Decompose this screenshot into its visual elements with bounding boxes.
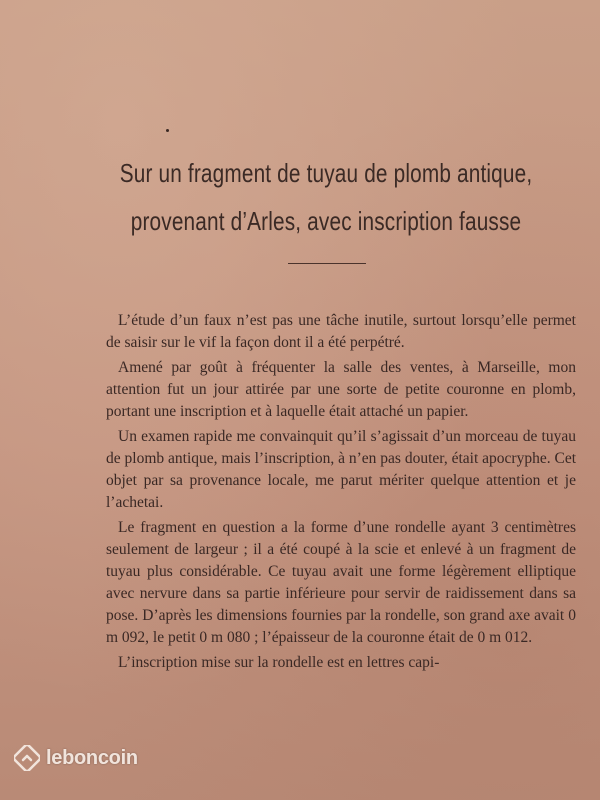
article-body bbox=[106, 310, 576, 677]
paragraph-4: Le fragment en question a la forme d’une rondelle ayant 3 centimètres seulement de largeur ; il a été coupé à la scie et enlevé à un fragment de tuyau plus considérable. Ce tuyau avait une forme légèrement elliptique avec nervure dans sa partie inférieure pour servir de raidissement dans sa pose. D’après les dimensions fournies par la rondelle, son grand axe avait 0 m 092, le petit 0 m 080 ; l’épaisseur de la couronne était de 0 m 012. bbox=[106, 519, 576, 646]
leboncoin-logo-icon bbox=[14, 745, 40, 771]
title-line-1: Sur un fragment de tuyau de plomb antique, bbox=[119, 158, 533, 188]
paragraph-5: L’inscription mise sur la rondelle est en lettres capi- bbox=[118, 654, 440, 671]
watermark bbox=[14, 738, 138, 778]
paragraph-3: Un examen rapide me convainquit qu’il s’agissait d’un morceau de tuyau de plomb antique, mais l’inscription, à n’en pas douter, était apocryphe. Cet objet par sa provenance locale, me parut mériter quelque attention et je l’achetai. bbox=[106, 428, 576, 511]
title-line-2: provenant d’Arles, avec inscription fausse bbox=[130, 206, 522, 236]
paragraph-2: Amené par goût à fréquenter la salle des ventes, à Marseille, mon attention fut un jour attirée par une sorte de petite couronne en plomb, portant une inscription et à laquelle était attaché un papier. bbox=[106, 359, 576, 420]
title-divider bbox=[288, 263, 366, 264]
ink-speck bbox=[166, 129, 169, 132]
paragraph-1: L’étude d’un faux n’est pas une tâche inutile, surtout lorsqu’elle permet de saisir sur le vif la façon dont il a été perpétré. bbox=[106, 312, 576, 351]
watermark-text: leboncoin bbox=[46, 746, 138, 769]
